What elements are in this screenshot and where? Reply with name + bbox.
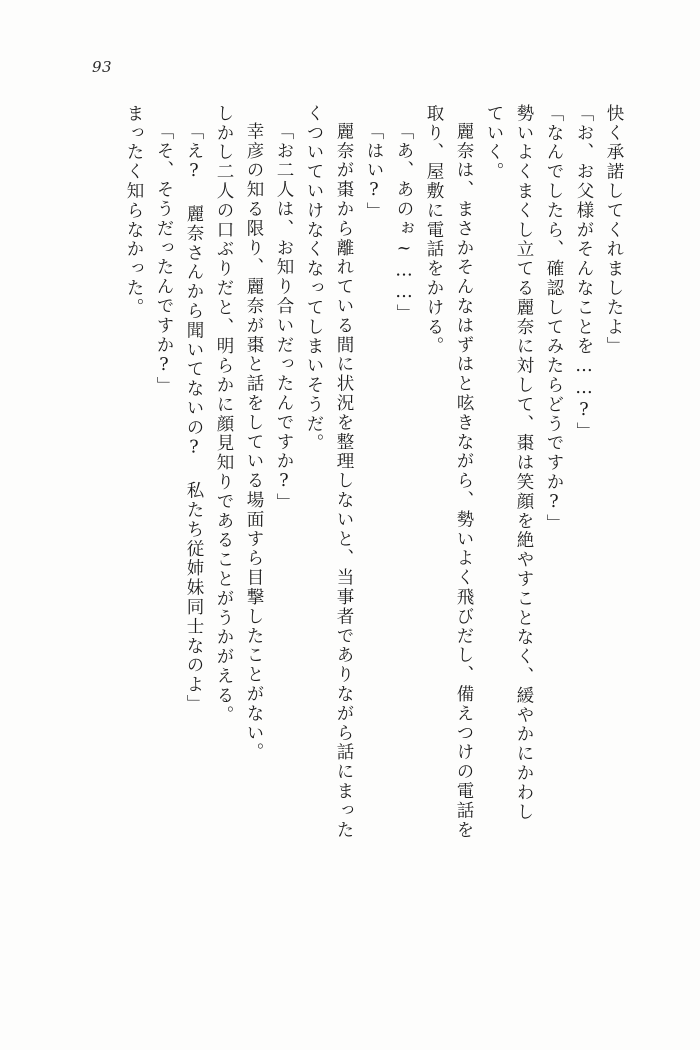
text-column: 麗奈は、まさかそんなはずはと呟きながら、勢いよく飛びだし、備えつけの電話を: [454, 122, 474, 840]
page-number: 93: [92, 58, 113, 76]
text-column: 「お二人は、お知り合いだったんですか?」: [274, 122, 294, 513]
text-column: 「そ、そうだったんですか?」: [154, 122, 174, 397]
text-column: 「はい?」: [364, 122, 384, 222]
text-column: まったく知らなかった。: [124, 104, 144, 318]
text-column: 「え? 麗奈さんから聞いてないの? 私たち従姉妹同士なのよ」: [184, 122, 204, 714]
text-column: 勢いよくまくし立てる麗奈に対して、棗は笑顔を絶やすことなく、緩やかにかわし: [514, 104, 534, 822]
text-column: 「お、お父様がそんなことを……?」: [574, 104, 594, 442]
text-column: ていく。: [484, 104, 504, 182]
text-column: くついていけなくなってしまいそうだ。: [304, 104, 324, 454]
text-column: 「なんでしたら、確認してみたらどうですか?」: [544, 104, 564, 534]
vertical-text-body: [62, 104, 622, 949]
text-column: 幸彦の知る限り、麗奈が棗と話をしている場面すら目撃したことがない。: [244, 122, 264, 763]
text-column: 「あ、あのぉ~……」: [394, 122, 414, 324]
text-column: しかし二人の口ぶりだと、明らかに顔見知りであることがうかがえる。: [214, 104, 234, 725]
text-column: 取り、屋敷に電話をかける。: [424, 104, 444, 357]
text-column: 麗奈が棗から離れている間に状況を整理しないと、当事者でありながら話にまった: [334, 122, 354, 840]
text-column: 快く承諾してくれましたよ」: [604, 104, 624, 357]
